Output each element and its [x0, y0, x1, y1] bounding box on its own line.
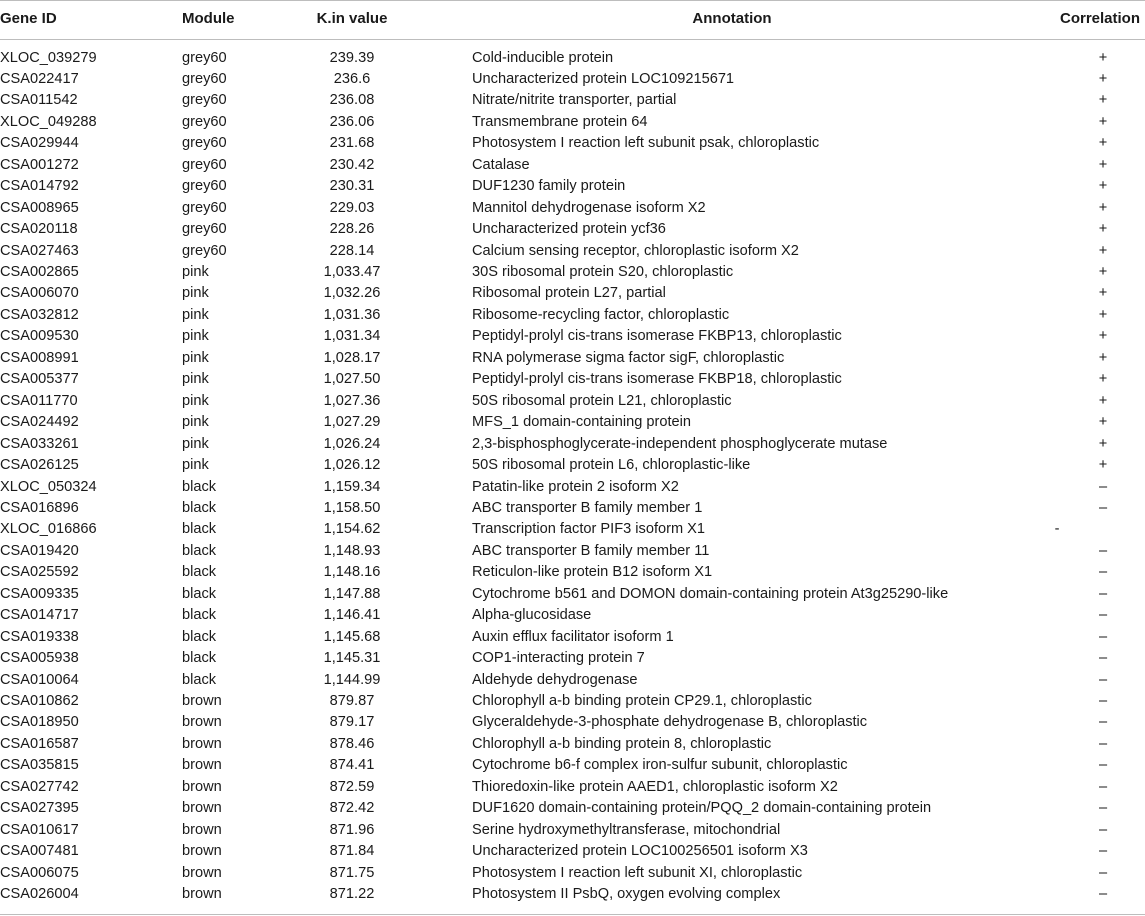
- table-row: [0, 864, 1145, 885]
- cell-correlation: –: [1098, 564, 1108, 581]
- table-row: [0, 821, 1145, 842]
- table-row: [0, 885, 1145, 906]
- cell-kin-value: 1,148.93: [323, 542, 381, 559]
- table-row: [0, 456, 1145, 477]
- cell-annotation: Alpha-glucosidase: [472, 607, 592, 624]
- cell-gene-id: CSA026004: [0, 886, 79, 903]
- cell-annotation: Transcription factor PIF3 isoform X1: [472, 521, 706, 538]
- cell-gene-id: CSA009530: [0, 328, 79, 345]
- cell-module: black: [182, 628, 217, 645]
- cell-module: brown: [182, 693, 222, 709]
- cell-module: grey60: [182, 199, 227, 216]
- cell-gene-id: CSA018950: [0, 714, 79, 731]
- cell-gene-id: CSA029944: [0, 135, 79, 152]
- cell-module: pink: [182, 328, 209, 345]
- cell-correlation: –: [1098, 671, 1108, 688]
- table-row: [0, 520, 1145, 541]
- table-row: [0, 134, 1145, 155]
- table-row: [0, 49, 1145, 70]
- cell-gene-id: CSA026125: [0, 457, 79, 474]
- table-row: [0, 756, 1145, 777]
- cell-annotation: Uncharacterized protein LOC100256501 isoform X3: [472, 843, 808, 860]
- cell-annotation: Ribosomal protein L27, partial: [472, 285, 666, 302]
- table-row: [0, 370, 1145, 391]
- header-module: Module: [182, 10, 235, 27]
- cell-gene-id: CSA014717: [0, 607, 79, 624]
- header-annotation: Annotation: [692, 10, 772, 27]
- table-row: [0, 284, 1145, 305]
- table-row: [0, 70, 1145, 91]
- cell-kin-value: 236.08: [329, 92, 375, 109]
- cell-kin-value: 228.26: [329, 221, 375, 238]
- cell-kin-value: 1,158.50: [323, 499, 381, 516]
- cell-correlation: –: [1098, 821, 1108, 838]
- cell-gene-id: CSA008965: [0, 199, 79, 216]
- cell-gene-id: CSA001272: [0, 156, 79, 173]
- cell-kin-value: 1,028.17: [323, 349, 381, 366]
- cell-gene-id: CSA002865: [0, 264, 79, 280]
- cell-module: brown: [182, 886, 222, 903]
- cell-module: grey60: [182, 178, 227, 195]
- table-row: [0, 435, 1145, 456]
- cell-module: brown: [182, 735, 222, 752]
- cell-kin-value: 1,032.26: [323, 285, 381, 302]
- table-row: [0, 327, 1145, 348]
- cell-gene-id: CSA005377: [0, 371, 79, 388]
- cell-annotation: Uncharacterized protein LOC109215671: [472, 70, 735, 87]
- table-row: [0, 199, 1145, 220]
- table-row: [0, 735, 1145, 756]
- cell-annotation: Cold-inducible protein: [472, 49, 614, 66]
- cell-annotation: Auxin efflux facilitator isoform 1: [472, 628, 674, 645]
- table-row: [0, 177, 1145, 198]
- cell-gene-id: CSA032812: [0, 306, 79, 323]
- cell-correlation: +: [1098, 242, 1108, 259]
- cell-gene-id: CSA020118: [0, 221, 78, 238]
- cell-correlation: +: [1098, 178, 1108, 195]
- cell-module: pink: [182, 392, 209, 409]
- cell-kin-value: 236.06: [329, 113, 375, 130]
- cell-module: grey60: [182, 156, 227, 173]
- cell-kin-value: 1,027.50: [323, 371, 381, 388]
- table-row: [0, 263, 1145, 284]
- cell-gene-id: CSA007481: [0, 843, 79, 860]
- cell-kin-value: 1,031.36: [323, 306, 381, 323]
- cell-annotation: DUF1620 domain-containing protein/PQQ_2 domain-containing protein: [472, 800, 932, 817]
- cell-kin-value: 871.22: [329, 886, 375, 903]
- cell-correlation: +: [1098, 328, 1108, 345]
- cell-annotation: Photosystem II PsbQ, oxygen evolving complex: [472, 886, 781, 903]
- cell-correlation: +: [1098, 156, 1108, 173]
- cell-module: grey60: [182, 92, 227, 109]
- cell-annotation: Photosystem I reaction left subunit psak, chloroplastic: [472, 135, 820, 152]
- cell-kin-value: 1,027.36: [323, 392, 381, 409]
- table-row: [0, 606, 1145, 627]
- table-row: [0, 91, 1145, 112]
- cell-correlation: +: [1098, 49, 1108, 66]
- cell-correlation: –: [1098, 864, 1108, 881]
- cell-kin-value: 1,146.41: [323, 607, 381, 624]
- cell-module: grey60: [182, 242, 227, 259]
- table-row: [0, 842, 1145, 863]
- cell-correlation: –: [1098, 714, 1108, 731]
- cell-gene-id: CSA010862: [0, 693, 79, 709]
- cell-module: pink: [182, 414, 209, 431]
- cell-correlation: +: [1098, 113, 1108, 130]
- cell-annotation: Cytochrome b561 and DOMON domain-containing protein At3g25290-like: [472, 585, 949, 602]
- table-row: [0, 692, 1145, 713]
- cell-gene-id: CSA010617: [0, 821, 79, 838]
- cell-module: pink: [182, 457, 209, 474]
- cell-gene-id: CSA006075: [0, 864, 79, 881]
- table-row: [0, 392, 1145, 413]
- cell-correlation: +: [1098, 264, 1108, 280]
- cell-kin-value: 1,147.88: [323, 585, 381, 602]
- cell-kin-value: 874.41: [329, 757, 375, 774]
- cell-gene-id: CSA027742: [0, 778, 79, 795]
- cell-annotation: Calcium sensing receptor, chloroplastic isoform X2: [472, 242, 799, 259]
- cell-kin-value: 1,027.29: [323, 414, 381, 431]
- cell-kin-value: 229.03: [329, 199, 375, 216]
- cell-gene-id: CSA011770: [0, 392, 78, 409]
- cell-kin-value: 872.59: [329, 778, 375, 795]
- cell-annotation: RNA polymerase sigma factor sigF, chloroplastic: [472, 349, 785, 366]
- cell-kin-value: 230.42: [329, 156, 375, 173]
- cell-module: black: [182, 542, 217, 559]
- cell-gene-id: XLOC_049288: [0, 113, 97, 130]
- header-kin-value: K.in value: [316, 10, 388, 27]
- cell-gene-id: CSA022417: [0, 70, 79, 87]
- cell-correlation: +: [1098, 349, 1108, 366]
- cell-kin-value: 1,144.99: [323, 671, 381, 688]
- cell-module: brown: [182, 864, 222, 881]
- cell-module: grey60: [182, 221, 227, 238]
- table-row: [0, 778, 1145, 799]
- table-row: [0, 306, 1145, 327]
- cell-correlation: –: [1098, 693, 1108, 709]
- cell-module: grey60: [182, 49, 227, 66]
- cell-gene-id: CSA019420: [0, 542, 79, 559]
- cell-annotation: Glyceraldehyde-3-phosphate dehydrogenase B, chloroplastic: [472, 714, 868, 731]
- cell-annotation: Mannitol dehydrogenase isoform X2: [472, 199, 706, 216]
- cell-kin-value: 1,033.47: [323, 264, 381, 280]
- table-row: [0, 671, 1145, 692]
- cell-gene-id: CSA024492: [0, 414, 79, 431]
- cell-annotation: MFS_1 domain-containing protein: [472, 414, 692, 431]
- cell-annotation: Chlorophyll a-b binding protein CP29.1, chloroplastic: [472, 693, 812, 709]
- cell-kin-value: 1,026.24: [323, 435, 381, 452]
- cell-correlation: +: [1098, 135, 1108, 152]
- cell-gene-id: CSA016896: [0, 499, 79, 516]
- cell-module: brown: [182, 843, 222, 860]
- table-row: [0, 563, 1145, 584]
- cell-module: black: [182, 564, 217, 581]
- cell-gene-id: CSA027463: [0, 242, 79, 259]
- cell-gene-id: CSA006070: [0, 285, 79, 302]
- cell-correlation: –: [1098, 843, 1108, 860]
- cell-annotation: ABC transporter B family member 1: [472, 499, 703, 516]
- table-row: [0, 585, 1145, 606]
- table-row: [0, 242, 1145, 263]
- cell-annotation: Uncharacterized protein ycf36: [472, 221, 666, 238]
- cell-kin-value: 1,159.34: [323, 478, 381, 495]
- table-row: [0, 799, 1145, 820]
- cell-kin-value: 228.14: [329, 242, 375, 259]
- cell-gene-id: CSA033261: [0, 435, 79, 452]
- cell-module: grey60: [182, 113, 227, 130]
- cell-correlation: +: [1098, 285, 1108, 302]
- cell-correlation: –: [1098, 478, 1108, 495]
- cell-annotation: Transmembrane protein 64: [472, 113, 648, 130]
- cell-annotation: ABC transporter B family member 11: [472, 542, 710, 559]
- cell-module: brown: [182, 778, 222, 795]
- cell-kin-value: 871.75: [329, 864, 375, 881]
- cell-correlation: -: [1054, 521, 1060, 538]
- cell-kin-value: 871.96: [329, 821, 375, 838]
- cell-correlation: +: [1098, 199, 1108, 216]
- cell-kin-value: 230.31: [329, 178, 375, 195]
- cell-module: black: [182, 607, 217, 624]
- cell-annotation: Photosystem I reaction left subunit XI, chloroplastic: [472, 864, 803, 881]
- table-row: [0, 156, 1145, 177]
- bottom-rule: [0, 914, 1145, 915]
- table-row: [0, 628, 1145, 649]
- cell-annotation: Nitrate/nitrite transporter, partial: [472, 92, 677, 109]
- cell-gene-id: CSA035815: [0, 757, 79, 774]
- cell-module: black: [182, 478, 217, 495]
- header-rule: [0, 39, 1145, 40]
- cell-gene-id: XLOC_016866: [0, 521, 97, 538]
- cell-gene-id: CSA010064: [0, 671, 79, 688]
- table-row: [0, 499, 1145, 520]
- cell-annotation: Chlorophyll a-b binding protein 8, chloroplastic: [472, 735, 772, 752]
- cell-correlation: –: [1098, 886, 1108, 903]
- cell-annotation: Aldehyde dehydrogenase: [472, 671, 638, 688]
- cell-module: grey60: [182, 70, 227, 87]
- cell-kin-value: 236.6: [333, 70, 371, 87]
- cell-gene-id: CSA005938: [0, 650, 79, 667]
- cell-kin-value: 879.87: [329, 693, 375, 709]
- table-row: [0, 413, 1145, 434]
- table-row: [0, 478, 1145, 499]
- cell-kin-value: 1,031.34: [323, 328, 381, 345]
- cell-module: pink: [182, 285, 209, 302]
- cell-kin-value: 1,145.68: [323, 628, 381, 645]
- cell-correlation: +: [1098, 70, 1108, 87]
- cell-gene-id: CSA027395: [0, 800, 79, 817]
- cell-kin-value: 1,154.62: [323, 521, 381, 538]
- cell-gene-id: XLOC_050324: [0, 478, 97, 495]
- cell-gene-id: CSA008991: [0, 349, 79, 366]
- cell-module: pink: [182, 371, 209, 388]
- cell-kin-value: 878.46: [329, 735, 375, 752]
- cell-gene-id: XLOC_039279: [0, 49, 97, 66]
- cell-gene-id: CSA025592: [0, 564, 79, 581]
- cell-correlation: +: [1098, 414, 1108, 431]
- cell-correlation: –: [1098, 735, 1108, 752]
- cell-kin-value: 1,148.16: [323, 564, 381, 581]
- cell-annotation: Catalase: [472, 156, 530, 173]
- cell-kin-value: 1,145.31: [323, 650, 381, 667]
- cell-module: pink: [182, 306, 209, 323]
- cell-kin-value: 872.42: [329, 800, 375, 817]
- cell-correlation: +: [1098, 306, 1108, 323]
- cell-annotation: Serine hydroxymethyltransferase, mitochondrial: [472, 821, 781, 838]
- header-correlation: Correlation: [1060, 10, 1141, 27]
- cell-correlation: –: [1098, 628, 1108, 645]
- cell-gene-id: CSA014792: [0, 178, 79, 195]
- cell-module: pink: [182, 435, 209, 452]
- cell-gene-id: CSA016587: [0, 735, 79, 752]
- table-row: [0, 349, 1145, 370]
- cell-annotation: Cytochrome b6-f complex iron-sulfur subunit, chloroplastic: [472, 757, 848, 774]
- cell-annotation: Ribosome-recycling factor, chloroplastic: [472, 306, 730, 323]
- table-header: [0, 0, 1145, 40]
- cell-module: black: [182, 671, 217, 688]
- cell-correlation: +: [1098, 371, 1108, 388]
- table-row: [0, 113, 1145, 134]
- cell-module: black: [182, 585, 217, 602]
- cell-annotation: Peptidyl-prolyl cis-trans isomerase FKBP18, chloroplastic: [472, 371, 842, 388]
- cell-gene-id: CSA011542: [0, 92, 78, 109]
- cell-correlation: –: [1098, 542, 1108, 559]
- cell-correlation: –: [1098, 607, 1108, 624]
- cell-correlation: +: [1098, 92, 1108, 109]
- cell-correlation: +: [1098, 392, 1108, 409]
- cell-module: brown: [182, 800, 222, 817]
- cell-annotation: Peptidyl-prolyl cis-trans isomerase FKBP13, chloroplastic: [472, 328, 842, 345]
- header-gene-id: Gene ID: [0, 10, 57, 27]
- table-row: [0, 649, 1145, 670]
- table-row: [0, 713, 1145, 734]
- cell-kin-value: 871.84: [329, 843, 375, 860]
- cell-gene-id: CSA009335: [0, 585, 79, 602]
- cell-module: black: [182, 650, 217, 667]
- cell-correlation: +: [1098, 435, 1108, 452]
- cell-annotation: DUF1230 family protein: [472, 178, 626, 195]
- cell-module: pink: [182, 349, 209, 366]
- cell-correlation: +: [1098, 221, 1108, 238]
- cell-kin-value: 879.17: [329, 714, 375, 731]
- cell-module: brown: [182, 757, 222, 774]
- cell-module: grey60: [182, 135, 227, 152]
- cell-correlation: +: [1098, 457, 1108, 474]
- cell-kin-value: 239.39: [329, 49, 375, 66]
- table-row: [0, 220, 1145, 241]
- cell-correlation: –: [1098, 499, 1108, 516]
- cell-module: brown: [182, 821, 222, 838]
- cell-correlation: –: [1098, 757, 1108, 774]
- table-row: [0, 542, 1145, 563]
- cell-gene-id: CSA019338: [0, 628, 79, 645]
- cell-correlation: –: [1098, 778, 1108, 795]
- cell-module: brown: [182, 714, 222, 731]
- cell-kin-value: 1,026.12: [323, 457, 381, 474]
- cell-annotation: Reticulon-like protein B12 isoform X1: [472, 564, 713, 581]
- cell-annotation: COP1-interacting protein 7: [472, 650, 645, 667]
- cell-annotation: Thioredoxin-like protein AAED1, chloroplastic isoform X2: [472, 778, 838, 795]
- cell-annotation: Patatin-like protein 2 isoform X2: [472, 478, 679, 495]
- cell-annotation: 50S ribosomal protein L21, chloroplastic: [472, 392, 732, 409]
- cell-annotation: 30S ribosomal protein S20, chloroplastic: [472, 264, 734, 280]
- cell-annotation: 50S ribosomal protein L6, chloroplastic-like: [472, 457, 751, 474]
- cell-kin-value: 231.68: [329, 135, 375, 152]
- cell-module: pink: [182, 264, 209, 280]
- cell-correlation: –: [1098, 650, 1108, 667]
- cell-correlation: –: [1098, 585, 1108, 602]
- cell-module: black: [182, 521, 217, 538]
- cell-correlation: –: [1098, 800, 1108, 817]
- cell-annotation: 2,3-bisphosphoglycerate-independent phosphoglycerate mutase: [472, 435, 888, 452]
- cell-module: black: [182, 499, 217, 516]
